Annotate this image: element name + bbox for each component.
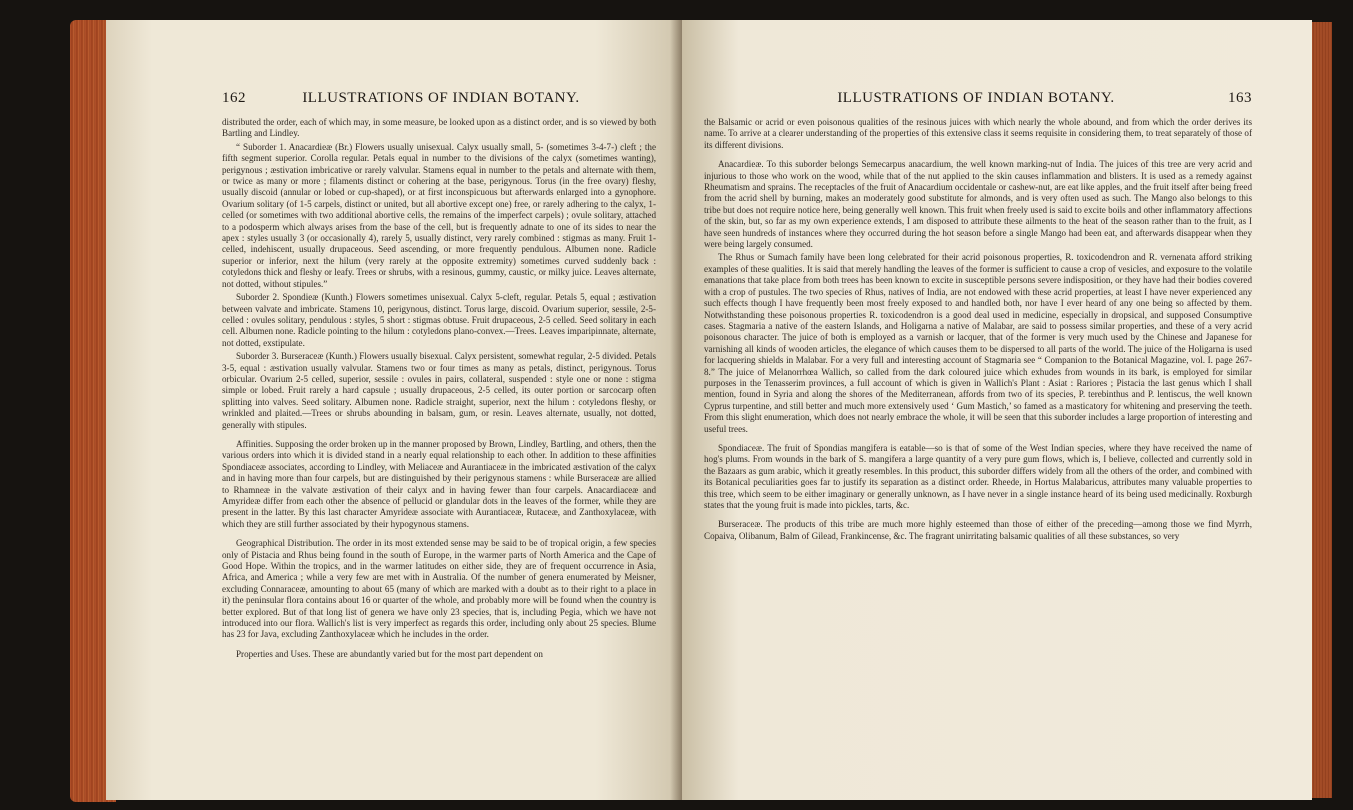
paragraph: Anacardieæ. To this suborder belongs Semecarpus anacardium, the well known marking-nut of India. The juices of this tree are very acrid and injurious to those who work on the wood, while that of the nut applied to the skin causes inflammation and blisters. It is used as a remedy against Rheumatism and sprains. The receptacles of the fruit of Anacardium occidentale or cashew-nut, are eat like apples, and the fruit itself after being freed from the acrid shell by burning, makes an moderately good substitute for almonds, and is very often used as such. The Mango also belongs to this tribe but does not require notice here, being generally well known. This fruit when freely used is said to excite boils and other inflammatory affections of the skin, but, so far as my own experience extends, I am disposed to attribute these ailments to the heat of the season rather than to the fruit, as I have seen hundreds of instances where they occurred during the hot season before a single Mango had been eat, and afterwards disappear when they were being largely consumed. (704, 159, 1252, 250)
left-page (106, 20, 682, 800)
paragraph: Burseraceæ. The products of this tribe are much more highly esteemed than those of either of the preceding—among those we find Myrrh, Copaiva, Olibanum, Balm of Gilead, Frankincense, &c. The fragrant unirritating balsamic qualities of all these substances, so very (704, 519, 1252, 541)
paragraph: Affinities. Supposing the order broken up in the manner proposed by Brown, Lindley, Bartling, and others, then the various orders into which it is divided stand in a nearly equal relationship to each other. In addition to these affinities Spondiaceæ associates, according to Lindley, with Meliaceæ and Aurantiaceæ in the imbricated æstivation of the calyx and in having more than four carpels, but are distinguished by their perigynous stamens : while Burseraceæ are allied to Rhamneæ in the valvate æstivation of their calyx and in having fewer than four carpels. Anacardiaceæ and Amyrideæ differ from each other the absence of pellucid or glandular dots in the leaves of the former, while they are present in the latter. By this last character Amyrideæ associate with Aurantiaceæ, Rutaceæ, and Zanthoxylaceæ, with which they are still further associated by their hypogynous stamens. (222, 438, 657, 529)
right-page-header (704, 90, 1252, 107)
right-page-number: 163 (1227, 90, 1252, 106)
right-page (682, 20, 1312, 800)
paragraph: Geographical Distribution. The order in its most extended sense may be said to be of tropical origin, a few species only of Pistacia and Rhus being found in the south of Europe, in the warmer parts of North America and the Cape of Good Hope. Within the tropics, and in the warmer latitudes on either side, they are of frequent occurrence in Asia, Africa, and America ; while a very few are met with in Australia. Of the number of genera enumerated by Meisner, excluding Connaraceæ, amounting to about 65 (many of which are marked with a doubt as to their right to a place in it) the peninsular flora contains about 16 or quarter of the whole, and probably more will be found when the country is better explored. But of that long list of genera we have only 23 species, that is, including Pegia, which we have not introduced into our flora. Wallich's list is very imperfect as regards this order, including only about 25 species. Blume has 23 for Java, excluding Zanthoxylaceæ which he includes in the order. (222, 538, 656, 640)
paragraph: Properties and Uses. These are abundantly varied but for the most part dependent on (236, 648, 543, 659)
paragraph: the Balsamic or acrid or even poisonous qualities of the resinous juices with which nearly the whole abound, and from which the order derives its name. To arrive at a clearer understanding of the properties of this extensive class it seems requisite in considering them, to treat separately of those of its different divisions. (704, 117, 1252, 150)
paragraph: Suborder 3. Burseraceæ (Kunth.) Flowers usually bisexual. Calyx persistent, somewhat regular, 2-5 divided. Petals 3-5, equal : æstivation usually valvular. Stamens two or four times as many as petals, distinct, perigynous. Torus orbicular. Ovarium 2-5 celled, superior, sessile : ovules in pairs, collateral, suspended : style one or none : stigma simple or lobed. Fruit rarely a hard capsule ; usually drupaceous, 2-5 celled, its outer portion or sarcocarp often splitting into valves. Seed solitary. Albumen none. Radicle straight, superior, next the hilum : cotyledons fleshy, or wrinkled and plaited.—Trees or shrubs abounding in balsam, gum, or resin. Leaves alternate, usually, not dotted, generally with stipules. (222, 351, 656, 430)
paragraph: “ Suborder 1. Anacardieæ (Br.) Flowers usually unisexual. Calyx usually small, 5- (sometimes 3-4-7-) cleft ; the fifth segment superior. Corolla regular. Petals equal in number to the divisions of the calyx (sometimes wanting), perigynous ; æstivation imbricative or rarely valvular. Stamens equal in number to the petals and alternate with them, or twice as many or more ; filaments distinct or cohering at the base, perigynous. Torus (in the free ovary) fleshy, usually discoid (annular or lobed or cup-shaped), or at first inconspicuous but afterwards enlarged into a gynophore. Ovarium solitary (of 1-5 carpels, distinct or united, but all abortive except one) free, or rarely adhering to the calyx, 1-celled (or sometimes with two additional abortive cells, the remains of the imperfect carpels) ; ovule solitary, attached to a podosperm which always arises from the base of the cell, but is frequently adnate to one of its sides to near the apex : styles usually 3 (or occasionally 4), rarely 5, usually distinct, very rarely combined : stigmas as many. Fruit 1-celled, indehiscent, usually drupaceous. Seed ascending, or more frequently pendulous. Albumen none. Radicle superior or inferior, next the hilum (very rarely at the opposite extremity) sometimes curved suddenly back : cotyledons thick and fleshy or leafy. Trees or shrubs, with a resinous, gummy, caustic, or milky juice. Leaves alternate, not dotted, without stipules.” (222, 141, 656, 289)
left-running-head: ILLUSTRATIONS OF INDIAN BOTANY. (302, 90, 580, 106)
open-book (70, 8, 1332, 804)
left-page-header (222, 90, 656, 107)
right-page-body (704, 117, 1252, 542)
left-page-body (222, 117, 656, 660)
paragraph: Suborder 2. Spondieæ (Kunth.) Flowers sometimes unisexual. Calyx 5-cleft, regular. Petals 5, equal ; æstivation between valvate and imbricate. Stamens 10, perigynous, distinct. Torus large, discoid. Ovarium superior, sessile, 2-5-celled : ovules solitary, pendulous : styles, 5 short : stigmas obtuse. Fruit drupaceous, 2-5 celled. Seed solitary in each cell. Albumen none. Radicle pointing to the hilum : cotyledons plano-convex.—Trees. Leaves imparipinnate, alternate, not dotted, exstipulate. (222, 292, 656, 348)
paragraph: distributed the order, each of which may, in some measure, be looked upon as a distinct order, and is so viewed by both Bartling and Lindley. (222, 117, 656, 139)
right-running-head: ILLUSTRATIONS OF INDIAN BOTANY. (837, 90, 1115, 106)
paragraph: The Rhus or Sumach family have been long celebrated for their acrid poisonous properties, R. toxicodendron and R. vernenata afford striking examples of these qualities. It is said that merely handling the leaves of the former is sufficient to cause a crop of vesicles, and exposure to the volatile emanations that take place from both trees has been known to excite in susceptible persons severe indisposition, or they have had their bodies covered with a crop of pustules. The two species of Rhus, natives of India, are not endowed with these acrid properties, at least I have never experienced any such effects though I have frequently been most freely exposed to and handled both, nor have I ever heard of any one being so affected by them. Notwithstanding these poisonous properties R. toxicodendron is a good deal used in medicine, especially in dropsical, and supposed Consumptive cases. Stagmaria a native of the eastern Islands, and Holigarna a native of Malabar, are said to possess similar properties, and these of a very acrid poisonous character. The juice of both is employed as a varnish or lacquer, that of the former is very much used by the Chinese and Japanese for varnishing all kinds of wooden articles, the elegance of which causes them to be dispersed to all parts of the world. The juice of the Holigarna is used for lacquering shields in Malabar. For a very full and interesting account of Stagmaria see “ Companion to the Botanical Magazine, vol. I. page 267-8.” The juice of Melanorrhœa Wallich, so called from the dark coloured juice which exhudes from wounds in its bark, is employed for similar purposes in the Tenasserim provinces, a full account of which is given in Wallich's Plant : Asiat : Rariores ; Pistacia the last genus which I shall mention, found in Syria and along the shores of the Mediterranean, affords from two of its species, P. terebinthus and P. lentiscus, the well known Cyprus turpentine, and still better and much more extensively used ‘ Gum Mastich,’ so famed as a masticatory for whitening and preserving the teeth. From this slight enumeration, which does not nearly embrace the whole, it will be seen that this suborder includes a large proportion of interesting and useful trees. (704, 252, 1252, 434)
left-page-number: 162 (222, 90, 246, 106)
page-edges-right (1312, 22, 1332, 798)
paragraph: Spondiaceæ. The fruit of Spondias mangifera is eatable—so is that of some of the West Indian species, where they have received the name of hog's plums. From wounds in the bark of S. mangifera a large quantity of a very pure gum flows, which is, I believe, collected and currently sold in the Bazaars as gum arabic, which it greatly resembles. In this product, this suborder differs widely from all the others of the order, and combined with its Botanical peculiarities goes far to justify its separation as a distinct order. Rheede, in Hortus Malabaricus, attributes many valuable properties to this tree, which seem to be either imaginary or generally unknown, as I have never in a single instance heard of its being used medicinally. Roxburgh states that the young fruit is made into pickles, tarts, &c. (704, 442, 1252, 510)
